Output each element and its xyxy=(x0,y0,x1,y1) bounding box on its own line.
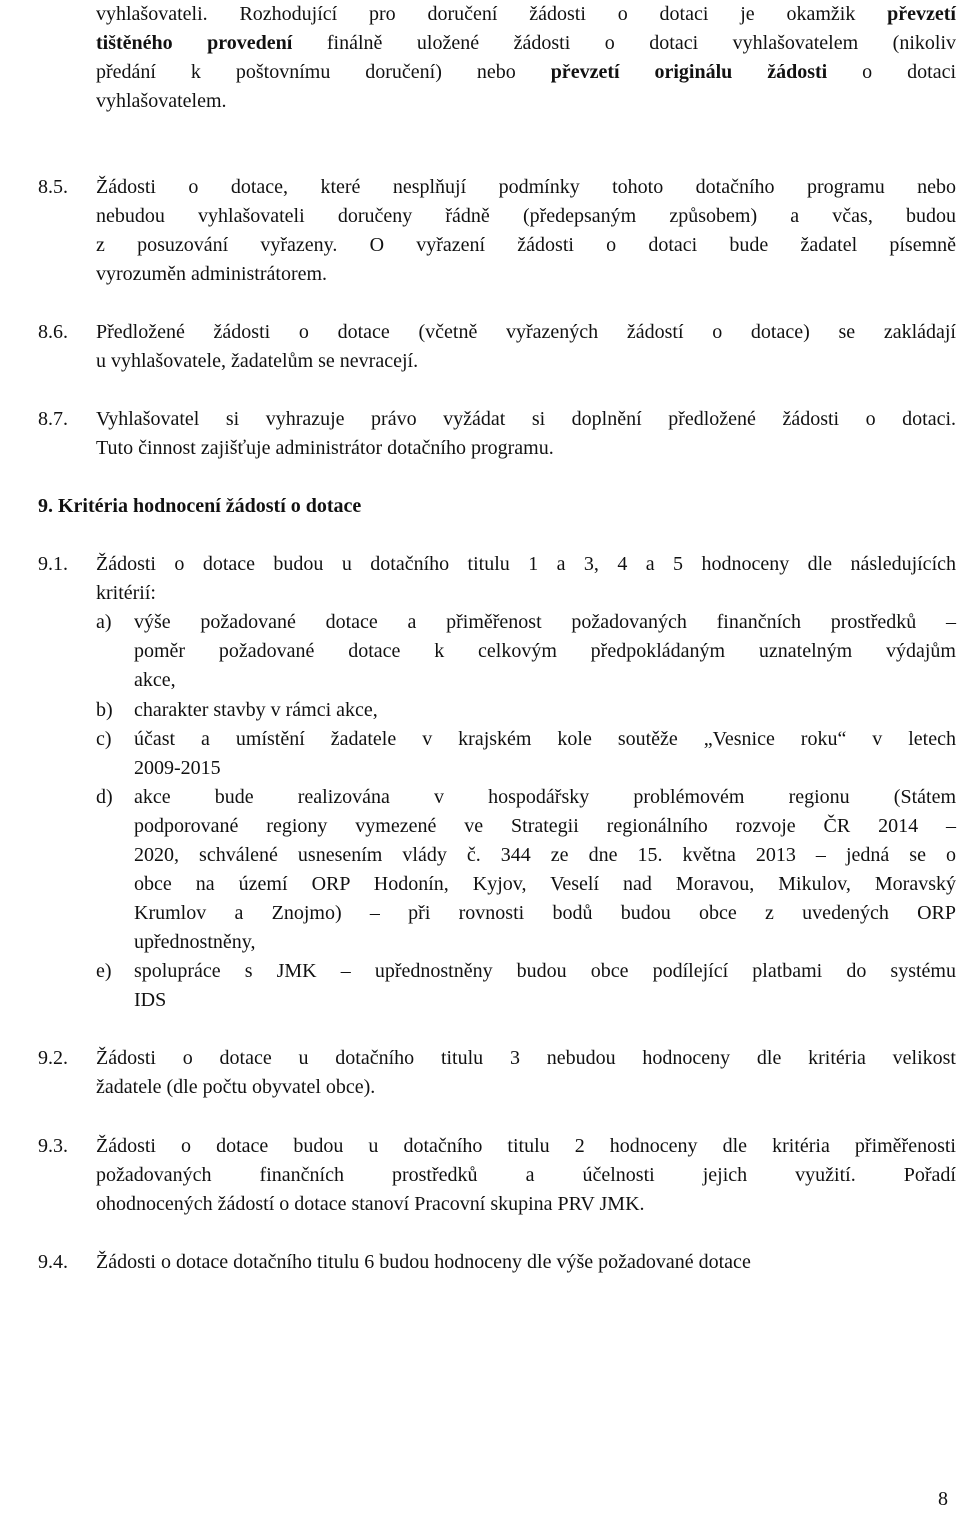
intro-text: vyhlašovateli. Rozhodující pro doručení žádosti o dotaci je okamžik xyxy=(96,3,888,25)
p91-line-2: kritérií: xyxy=(96,582,156,604)
list-label-a: a) xyxy=(96,611,112,633)
list-item-d-line-1: akce bude realizována v hospodářsky problémovém regionu (Státem xyxy=(134,786,956,808)
paragraph-number: 9.4. xyxy=(38,1251,68,1273)
list-label-d: d) xyxy=(96,786,113,808)
list-item-e-line-1: spolupráce s JMK – upřednostněny budou obce podílející platbami do systému xyxy=(134,960,956,982)
list-item-a-line-1: výše požadované dotace a přiměřenost požadovaných finančních prostředků – xyxy=(134,611,956,633)
intro-text: finálně uložené žádosti o dotaci vyhlašovatelem (nikoliv xyxy=(292,32,956,54)
p85-line-1: Žádosti o dotace, které nesplňují podmínky tohoto dotačního programu nebo xyxy=(96,176,956,198)
p86-line-1: Předložené žádosti o dotace (včetně vyřazených žádostí o dotace) se zakládají xyxy=(96,321,956,343)
intro-line-3 xyxy=(96,62,956,86)
list-item-d-line-4: obce na území ORP Hodonín, Kyjov, Veselí nad Moravou, Mikulov, Moravský xyxy=(134,873,956,895)
p93-line-1: Žádosti o dotace budou u dotačního titulu 2 hodnoceny dle kritéria přiměřenosti xyxy=(96,1135,956,1157)
list-item-d-line-3: 2020, schválené usnesením vlády č. 344 ze dne 15. května 2013 – jedná se o xyxy=(134,844,956,866)
p92-line-2: žadatele (dle počtu obyvatel obce). xyxy=(96,1076,376,1098)
paragraph-number: 8.6. xyxy=(38,321,68,343)
list-item-c-line-1: účast a umístění žadatele v krajském kole soutěže „Vesnice roku“ v letech xyxy=(134,728,956,750)
list-item-b-line-1: charakter stavby v rámci akce, xyxy=(134,699,378,721)
list-label-c: c) xyxy=(96,728,112,750)
list-item-a-line-3: akce, xyxy=(134,669,176,691)
p85-line-3: z posuzování vyřazeny. O vyřazení žádosti o dotaci bude žadatel písemně xyxy=(96,234,956,256)
list-item-e-line-2: IDS xyxy=(134,989,167,1011)
intro-bold: převzetí originálu žádosti xyxy=(550,61,828,83)
p87-line-2: Tuto činnost zajišťuje administrátor dotačního programu. xyxy=(96,437,554,459)
list-item-a-line-2: poměr požadované dotace k celkovým předpokládaným uznatelným výdajům xyxy=(134,640,956,662)
intro-line-4: vyhlašovatelem. xyxy=(96,90,227,112)
p91-line-1: Žádosti o dotace budou u dotačního titulu 1 a 3, 4 a 5 hodnoceny dle následujících xyxy=(96,553,956,575)
p94-line-1: Žádosti o dotace dotačního titulu 6 budou hodnoceny dle výše požadované dotace xyxy=(96,1251,751,1273)
intro-bold: tištěného provedení xyxy=(96,32,293,54)
p93-line-3: ohodnocených žádostí o dotace stanoví Pracovní skupina PRV JMK. xyxy=(96,1193,645,1215)
section-heading: 9. Kritéria hodnocení žádostí o dotace xyxy=(38,495,362,517)
intro-text: o dotaci xyxy=(827,61,957,83)
paragraph-number: 8.5. xyxy=(38,176,68,198)
intro-line-1 xyxy=(96,4,956,28)
list-item-c-line-2: 2009-2015 xyxy=(134,757,221,779)
p86-line-2: u vyhlašovatele, žadatelům se nevracejí. xyxy=(96,350,419,372)
p85-line-2: nebudou vyhlašovateli doručeny řádně (předepsaným způsobem) a včas, budou xyxy=(96,205,956,227)
list-item-d-line-5: Krumlov a Znojmo) – při rovnosti bodů budou obce z uvedených ORP xyxy=(134,902,956,924)
intro-bold: převzetí xyxy=(887,3,956,25)
list-item-d-line-2: podporované regiony vymezené ve Strategii regionálního rozvoje ČR 2014 – xyxy=(134,815,956,837)
paragraph-number: 9.1. xyxy=(38,553,68,575)
p87-line-1: Vyhlašovatel si vyhrazuje právo vyžádat si doplnění předložené žádosti o dotaci. xyxy=(96,408,956,430)
paragraph-number: 9.3. xyxy=(38,1135,68,1157)
intro-text: předání k poštovnímu doručení) nebo xyxy=(96,61,551,83)
list-item-d-line-6: upřednostněny, xyxy=(134,931,256,953)
list-label-b: b) xyxy=(96,699,113,721)
intro-line-2 xyxy=(96,33,956,57)
p85-line-4: vyrozuměn administrátorem. xyxy=(96,263,328,285)
page-number: 8 xyxy=(938,1488,948,1510)
paragraph-number: 8.7. xyxy=(38,408,68,430)
paragraph-number: 9.2. xyxy=(38,1047,68,1069)
list-label-e: e) xyxy=(96,960,112,982)
p93-line-2: požadovaných finančních prostředků a účelnosti jejich využití. Pořadí xyxy=(96,1164,956,1186)
p92-line-1: Žádosti o dotace u dotačního titulu 3 nebudou hodnoceny dle kritéria velikost xyxy=(96,1047,956,1069)
